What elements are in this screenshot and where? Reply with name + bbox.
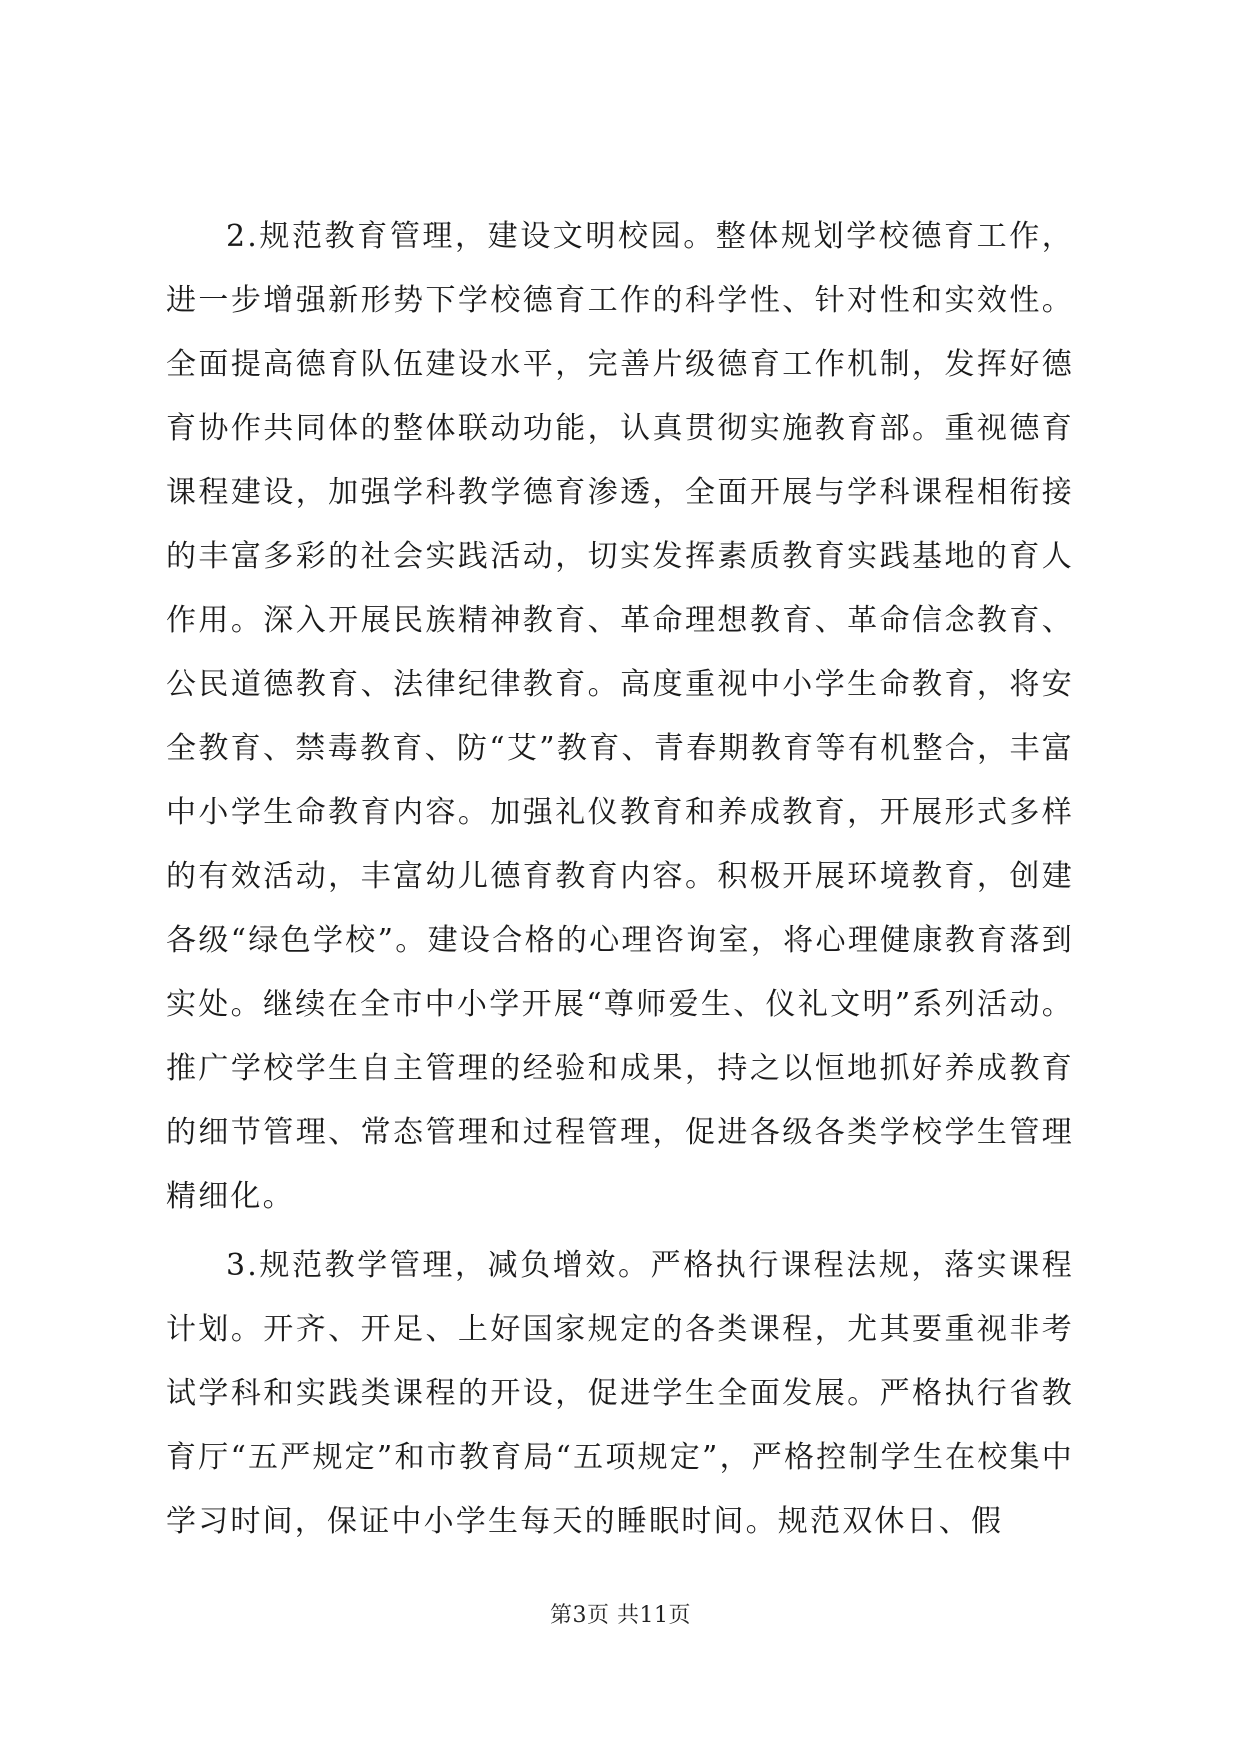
- page-number-footer: 第3页 共11页: [550, 1603, 691, 1628]
- paragraph-moral-education: 2.规范教育管理，建设文明校园。整体规划学校德育工作，进一步增强新形势下学校德育工作的科学性、针对性和实效性。全面提高德育队伍建设水平，完善片级德育工作机制，发挥好德育协作共同体的整体联动功能，认真贯彻实施教育部。重视德育课程建设，加强学科教学德育渗透，全面开展与学科课程相衔接的丰富多彩的社会实践活动，切实发挥素质教育实践基地的育人作用。深入开展民族精神教育、革命理想教育、革命信念教育、公民道德教育、法律纪律教育。高度重视中小学生命教育，将安全教育、禁毒教育、防“艾”教育、青春期教育等有机整合，丰富中小学生命教育内容。加强礼仪教育和养成教育，开展形式多样的有效活动，丰富幼儿德育教育内容。积极开展环境教育，创建各级“绿色学校”。建设合格的心理咨询室，将心理健康教育落到实处。继续在全市中小学开展“尊师爱生、仪礼文明”系列活动。推广学校学生自主管理的经验和成果，持之以恒地抓好养成教育的细节管理、常态管理和过程管理，促进各级各类学校学生管理精细化。: [166, 219, 1074, 1214]
- paragraph-teaching-management: 3.规范教学管理，减负增效。严格执行课程法规，落实课程计划。开齐、开足、上好国家规定的各类课程，尤其要重视非考试学科和实践类课程的开设，促进学生全面发展。严格执行省教育厅“五严规定”和市教育局“五项规定”，严格控制学生在校集中学习时间，保证中小学生每天的睡眠时间。规范双休日、假: [166, 1248, 1074, 1539]
- document-body: [166, 205, 1074, 1554]
